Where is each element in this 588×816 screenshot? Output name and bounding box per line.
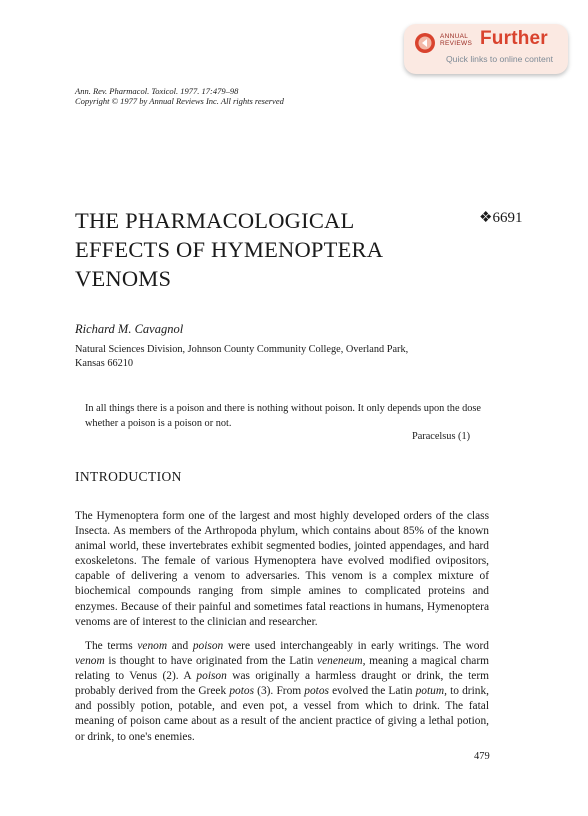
section-heading: INTRODUCTION — [75, 469, 182, 484]
badge-further-label: Further — [480, 28, 548, 49]
text-run: were used interchangeably in early writings. The word — [223, 640, 489, 652]
body-paragraph — [75, 639, 489, 745]
annual-reviews-wordmark — [440, 33, 480, 47]
text-run: is thought to have originated from the Latin — [104, 655, 318, 668]
body-paragraph: The Hymenoptera form one of the largest and most highly developed orders of the class Insecta. As members of the Arthropoda phylum, which contains about 85% of the known animal world, these invertebrates exhibit segmented bodies, jointed appendages, and hard exoskeletons. The female of various Hymenoptera have evolved modified ovipositors, capable of delivering a venom to adversaries. This venom is a complex mixture of biochemical compounds ranging from simple amines to complicated proteins and enzymes. Because of their painful and sometimes fatal reactions in humans, Hymenoptera venoms are of interest to the clinician and researcher. — [75, 510, 489, 628]
badge-subtitle: Quick links to online content — [446, 54, 554, 64]
italic-term: veneneum, — [317, 655, 366, 668]
text-run: and — [167, 640, 193, 652]
author-affiliation — [75, 343, 475, 371]
badge-small-bottom: REVIEWS — [440, 40, 473, 47]
text-run: The terms — [85, 640, 138, 652]
page-number: 479 — [474, 751, 490, 762]
epigraph-quote: In all things there is a poison and there is nothing without poison. It only depends upon the dose whether a poison is a poison or not. — [85, 403, 481, 429]
italic-term: potum, — [415, 685, 447, 698]
text-run: to drink, and possibly potion, potable, and even pot, a vessel from which to drink. The fatal meaning of poison came about as a result of the ancient practice of giving a lethal potion, or drink, to one's enemies. — [75, 685, 489, 743]
journal-citation: Ann. Rev. Pharmacol. Toxicol. 1977. 17:479–98 — [75, 86, 239, 96]
title-line: VENOMS — [75, 266, 172, 291]
annual-reviews-further-link[interactable] — [404, 24, 568, 74]
italic-term: venom — [75, 655, 105, 668]
text-run: was originally a harmless draught or drink, the term probably derived from the Greek — [75, 670, 489, 698]
text-run: meaning a magical charm relating to Venus (2). A — [75, 655, 489, 683]
badge-small-top: ANNUAL — [440, 33, 469, 40]
text-run: (3). From — [254, 685, 305, 698]
italic-term: potos — [229, 685, 254, 698]
italic-term: potos — [304, 685, 329, 698]
author-name: Richard M. Cavagnol — [75, 322, 184, 336]
copyright-line: Copyright © 1977 by Annual Reviews Inc. All rights reserved — [75, 96, 284, 106]
title-line: EFFECTS OF HYMENOPTERA — [75, 237, 384, 262]
title-line: THE PHARMACOLOGICAL — [75, 208, 355, 233]
epigraph-attribution: Paracelsus (1) — [412, 431, 471, 442]
affiliation-line: Natural Sciences Division, Johnson County Community College, Overland Park, — [75, 344, 409, 355]
affiliation-line: Kansas 66210 — [75, 358, 134, 369]
italic-term: poison — [192, 640, 224, 652]
italic-term: venom — [137, 640, 168, 652]
text-run: evolved the Latin — [328, 685, 416, 698]
article-order-number: ❖6691 — [479, 210, 523, 226]
article-title — [75, 206, 383, 293]
annual-reviews-logo-icon — [414, 32, 436, 54]
italic-term: poison — [196, 670, 227, 683]
